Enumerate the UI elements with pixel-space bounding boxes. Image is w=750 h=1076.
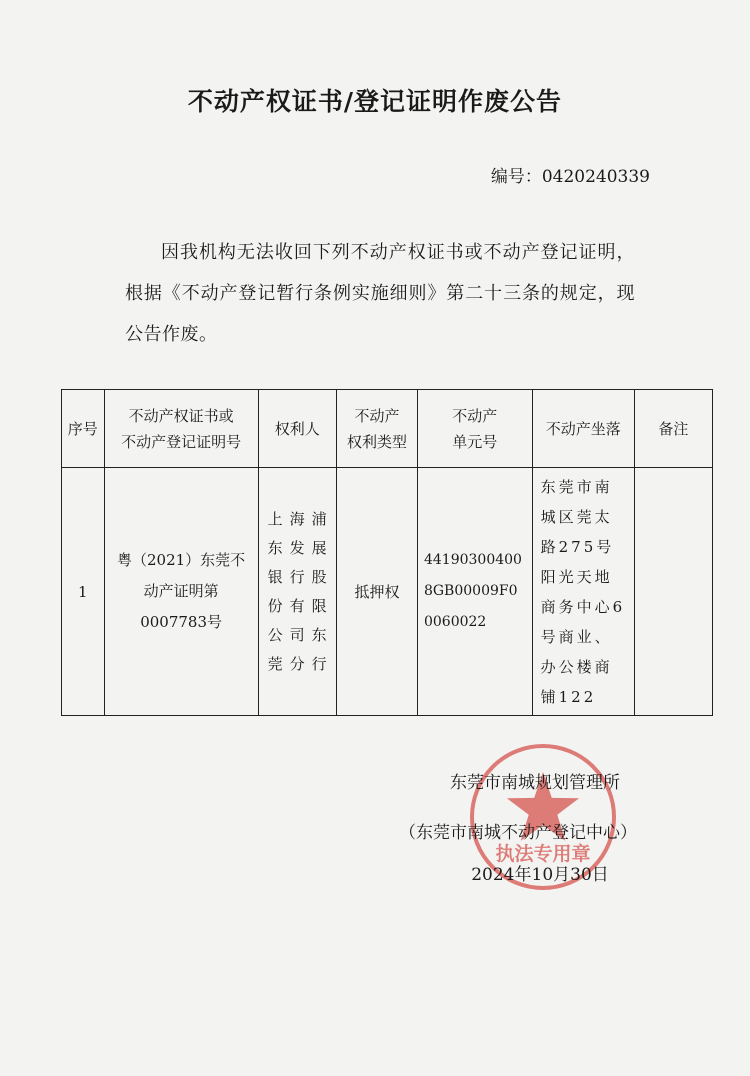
header-seq: 序号 xyxy=(62,390,105,468)
document-number: 编号：0420240339 xyxy=(490,167,650,187)
header-holder: 权利人 xyxy=(258,390,336,468)
header-type-line2: 权利类型 xyxy=(346,432,407,451)
notice-table xyxy=(61,389,713,716)
signer-org-sub: （东莞市南城不动产登记中心） xyxy=(399,823,637,843)
cell-remark xyxy=(634,468,712,716)
sign-date: 2024年10月30日 xyxy=(471,865,609,885)
header-unit-line1: 不动产 xyxy=(452,406,498,425)
cell-holder: 上海浦东发展银行股份有限公司东莞分行 xyxy=(258,468,336,716)
signer-org: 东莞市南城规划管理所 xyxy=(450,773,620,793)
header-cert-line2: 不动产登记证明号 xyxy=(121,432,242,451)
document-title: 不动产权证书/登记证明作废公告 xyxy=(187,87,563,116)
seal-center-text: 执法专用章 xyxy=(495,843,591,865)
cell-right-type: 抵押权 xyxy=(336,468,417,716)
cell-unit-no: 441903004008GB00009F00060022 xyxy=(417,468,532,716)
header-unit-line2: 单元号 xyxy=(452,432,498,451)
cell-seq: 1 xyxy=(62,468,105,716)
header-right-type xyxy=(336,390,417,468)
header-remark: 备注 xyxy=(634,390,712,468)
cell-location: 东莞市南城区莞太路275号阳光天地商务中心6号商业、办公楼商铺122 xyxy=(532,468,634,716)
table-row xyxy=(62,468,713,716)
header-cert-line1: 不动产权证书或 xyxy=(128,406,234,425)
table-header-row xyxy=(62,390,713,468)
notice-paragraph: 因我机构无法收回下列不动产权证书或不动产登记证明，根据《不动产登记暂行条例实施细则》第二十三条的规定，现公告作废。 xyxy=(125,242,635,345)
header-cert-no xyxy=(104,390,258,468)
cell-cert-no: 粤（2021）东莞不动产证明第0007783号 xyxy=(104,468,258,716)
header-unit-no xyxy=(417,390,532,468)
header-type-line1: 不动产 xyxy=(354,406,400,425)
header-location: 不动产坐落 xyxy=(532,390,634,468)
